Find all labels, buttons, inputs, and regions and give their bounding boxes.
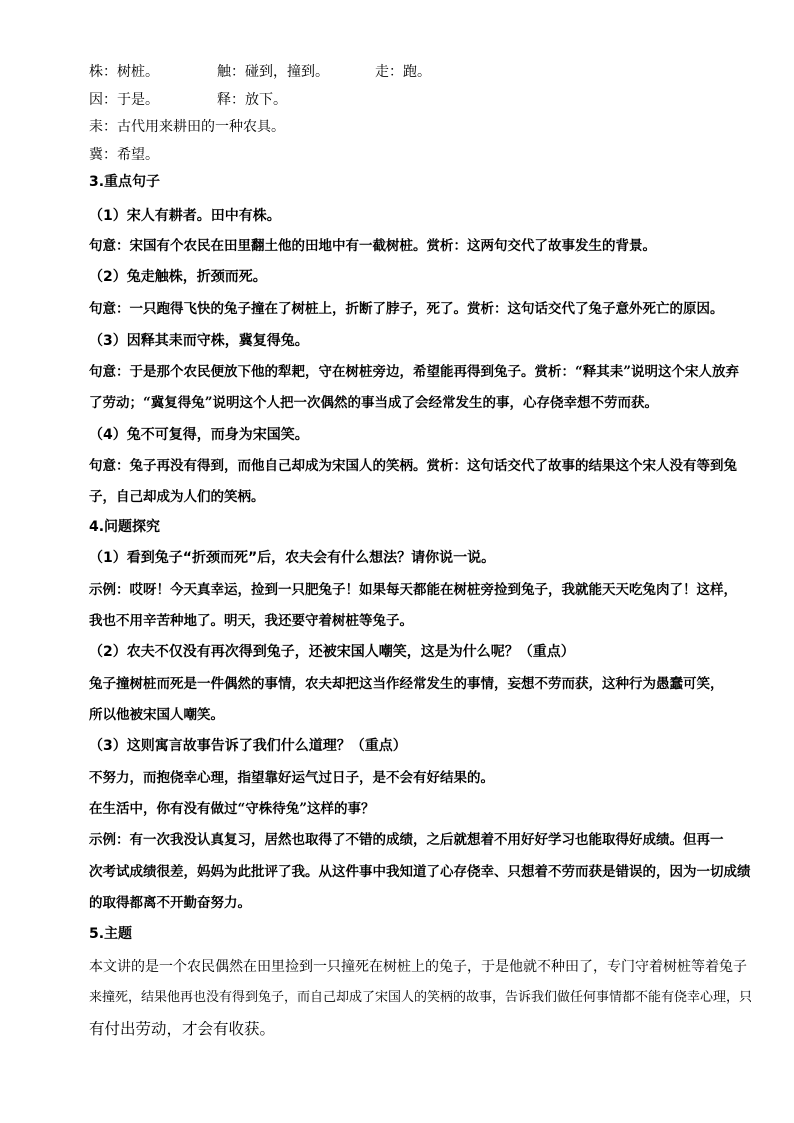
vocab-zhu: 株：树桩。 [89, 64, 159, 80]
theme-line-1: 本文讲的是一个农民偶然在田里捡到一只撞死在树桩上的兔子，于是他就不种田了，专门守着树桩等着兔子 [89, 959, 747, 975]
vocab-yin: 因：于是。 [89, 92, 159, 108]
question-3: （3）这则寓言故事告诉了我们什么道理？（重点） [89, 738, 407, 754]
sentence-4-note-line-2: 子，自己却成为人们的笑柄。 [89, 489, 265, 505]
question-3-answer-line-1: 不努力，而抱侥幸心理，指望靠好运气过日子，是不会有好结果的。 [89, 770, 494, 786]
question-1-answer-line-1: 示例：哎呀！今天真幸运，捡到一只肥兔子！如果每天都能在树桩旁捡到兔子，我就能天天吃兔肉了！这样， [89, 582, 737, 598]
vocab-lei: 耒：古代用来耕田的一种农具。 [89, 119, 285, 135]
theme-line-2: 来撞死，结果他再也没有得到兔子，而自己却成了宋国人的笑柄的故事，告诉我们做任何事情都不能有侥幸心理，只 [89, 990, 753, 1005]
sentence-3: （3）因释其耒而守株，冀复得兔。 [89, 333, 309, 349]
vocab-row-1 [89, 63, 431, 81]
vocab-chu: 触：碰到，撞到。 [217, 64, 329, 80]
question-2-answer-line-1: 兔子撞树桩而死是一件偶然的事情，农夫却把这当作经常发生的事情，妄想不劳而获，这种行为愚蠢可笑， [89, 676, 724, 692]
section-4-heading: 4.问题探究 [89, 519, 161, 535]
vocab-row-2 [89, 91, 287, 109]
sentence-4-note-line-1: 句意：兔子再没有得到，而他自己却成为宋国人的笑柄。赏析：这句话交代了故事的结果这个宋人没有等到兔 [89, 458, 737, 474]
section-5-heading: 5.主题 [89, 926, 133, 942]
question-3-answer-line-5: 的取得都离不开勤奋努力。 [89, 895, 251, 911]
sentence-4: （4）兔不可复得，而身为宋国笑。 [89, 427, 309, 443]
sentence-1-note: 句意：宋国有个农民在田里翻土他的田地中有一截树桩。赏析：这两句交代了故事发生的背景。 [89, 238, 656, 254]
question-1: （1）看到兔子“折颈而死”后，农夫会有什么想法？请你说一说。 [89, 550, 496, 566]
question-1-answer-line-2: 我也不用辛苦种地了。明天，我还要守着树桩等兔子。 [89, 613, 413, 629]
theme-line-3: 有付出劳动，才会有收获。 [89, 1020, 276, 1038]
vocab-ji: 冀：希望。 [89, 147, 159, 163]
question-2: （2）农夫不仅没有再次得到兔子，还被宋国人嘲笑，这是为什么呢？（重点） [89, 644, 575, 660]
question-2-answer-line-2: 所以他被宋国人嘲笑。 [89, 707, 224, 723]
question-3-answer-line-4: 次考试成绩很差，妈妈为此批评了我。从这件事中我知道了心存侥幸、只想着不劳而获是错误的，因为一切成绩 [89, 864, 751, 880]
vocab-zou: 走：跑。 [375, 64, 431, 80]
question-3-answer-line-3: 示例：有一次我没认真复习，居然也取得了不错的成绩，之后就想着不用好好学习也能取得好成绩。但再一 [89, 832, 724, 848]
sentence-3-note-line-2: 了劳动；“冀复得兔”说明这个人把一次偶然的事当成了会经常发生的事，心存侥幸想不劳而获。 [89, 395, 659, 411]
sentence-3-note-line-1: 句意：于是那个农民便放下他的犁耙，守在树桩旁边，希望能再得到兔子。赏析：“释其耒”说明这个宋人放弃 [89, 364, 740, 380]
section-3-heading: 3.重点句子 [89, 174, 161, 190]
sentence-2-note: 句意：一只跑得飞快的兔子撞在了树桩上，折断了脖子，死了。赏析：这句话交代了兔子意外死亡的原因。 [89, 301, 724, 317]
vocab-shi: 释：放下。 [217, 92, 287, 108]
question-3-answer-line-2: 在生活中，你有没有做过“守株待兔”这样的事？ [89, 801, 375, 817]
sentence-1: （1）宋人有耕者。田中有株。 [89, 208, 281, 224]
sentence-2: （2）兔走触株，折颈而死。 [89, 269, 267, 285]
